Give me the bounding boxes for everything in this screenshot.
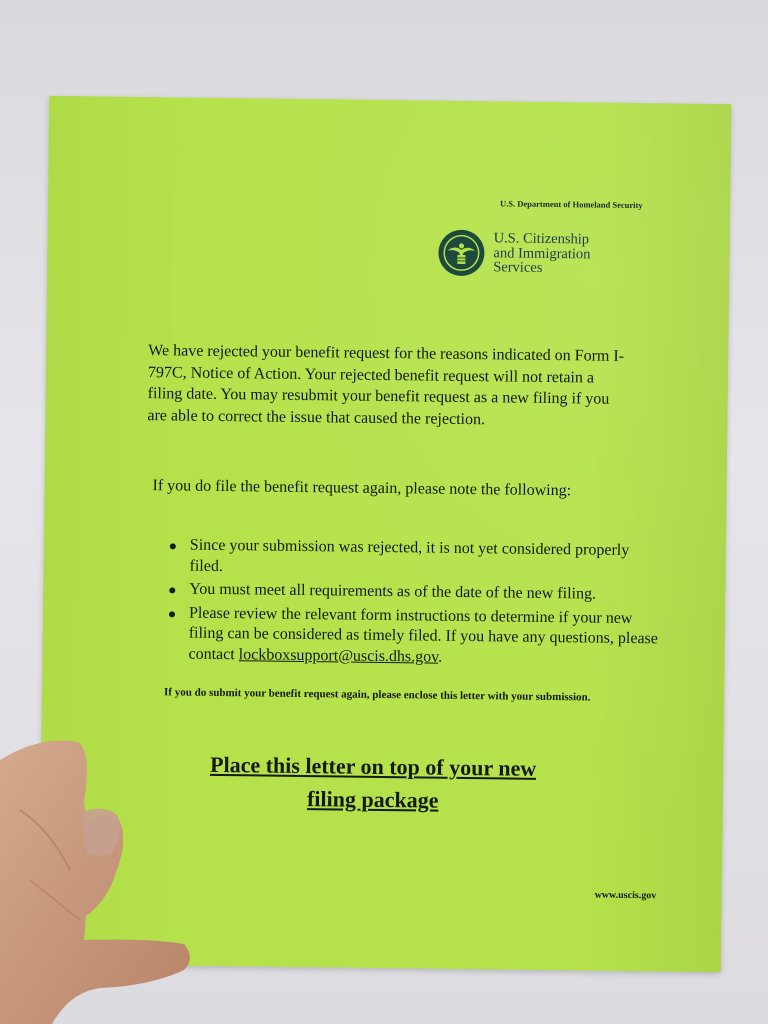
agency-line-1: U.S. Citizenship: [493, 230, 590, 248]
enclose-letter-note: If you do submit your benefit request again, please enclose this letter with your submission.: [163, 686, 591, 704]
bullet-icon: [170, 543, 176, 549]
department-name: U.S. Department of Homeland Security: [499, 198, 643, 211]
dhs-seal-icon: [437, 229, 486, 278]
list-item: [168, 603, 659, 670]
contact-email-link[interactable]: lockboxsupport@uscis.dhs.gov: [238, 645, 439, 666]
agency-line-2: and Immigration: [493, 245, 591, 263]
bullet-icon: [169, 611, 175, 617]
list-item-text: You must meet all requirements as of the date of the new filing.: [189, 580, 597, 603]
website-url: www.uscis.gov: [594, 889, 657, 902]
refile-notes-list: [168, 535, 660, 673]
rejection-letter: [39, 96, 732, 972]
agency-name: [493, 232, 591, 277]
agency-header: [437, 229, 591, 279]
list-item-text: Please review the relevant form instructions to determine if your new filing can be considered as timely filed. If you have any questions, please contact: [188, 604, 659, 663]
place-letter-headline: Place this letter on top of your new filing package: [209, 751, 537, 813]
list-item: [169, 535, 659, 582]
refile-intro-paragraph: If you do file the benefit request again, please note the following:: [152, 477, 572, 500]
rejection-paragraph: We have rejected your benefit request for the reasons indicated on Form I-797C, Notice of Action. Your rejected benefit request will not retain a filing date. You may resubmit your benefit request as a new filing if you are able to correct the issue that caused the rejection.: [147, 342, 625, 428]
email-suffix: .: [438, 648, 443, 666]
agency-line-3: Services: [493, 259, 543, 277]
list-item-text: Since your submission was rejected, it is not yet considered properly filed.: [189, 536, 630, 575]
list-item: [169, 579, 659, 605]
bullet-icon: [169, 587, 175, 593]
